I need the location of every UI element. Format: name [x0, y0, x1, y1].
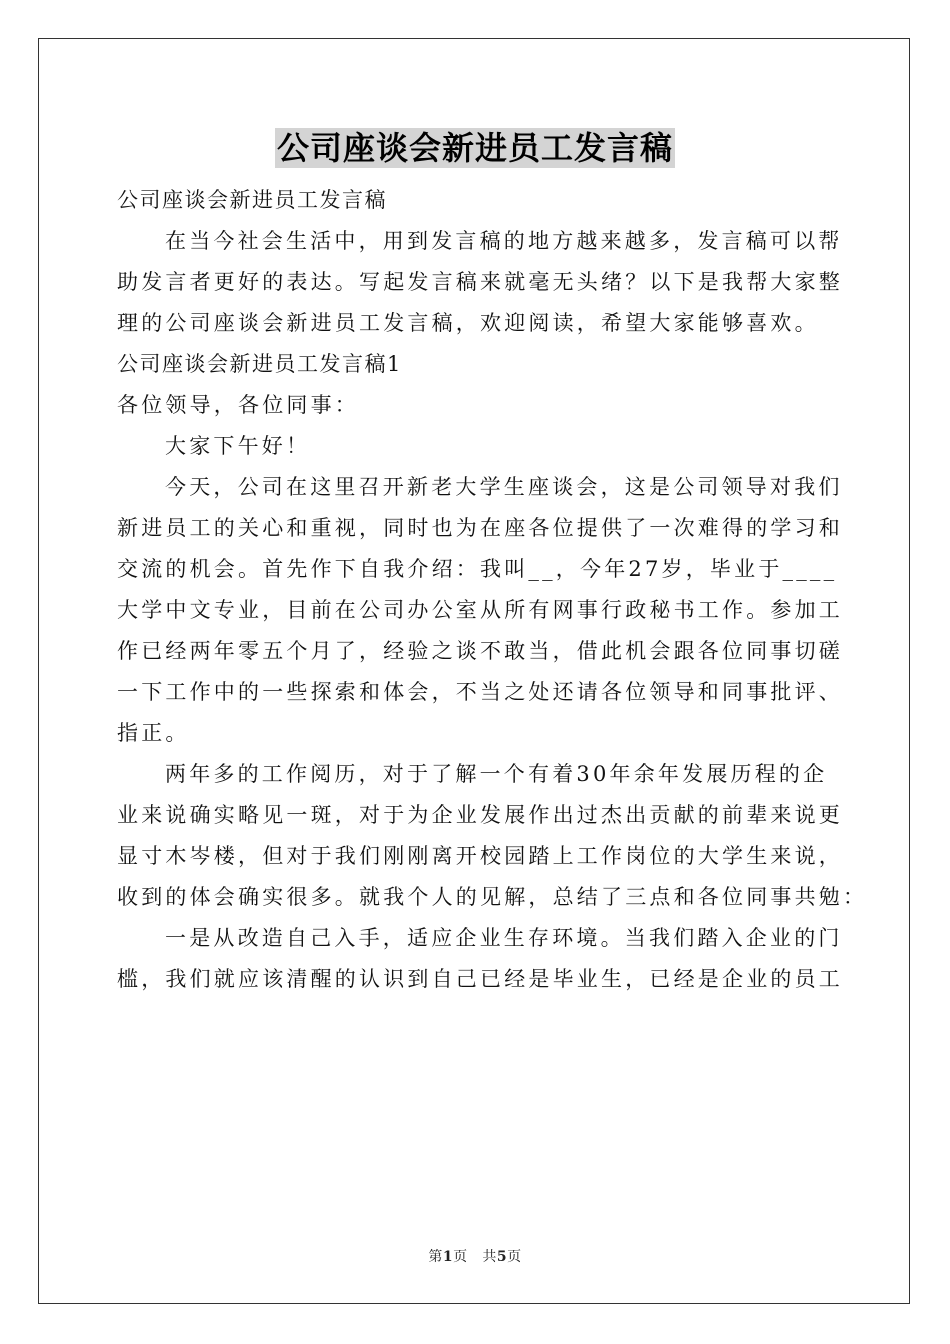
body-line: 作已经两年零五个月了，经验之谈不敢当，借此机会跟各位同事切磋	[117, 639, 843, 663]
body-line: 收到的体会确实很多。就我个人的见解，总结了三点和各位同事共勉：	[117, 885, 868, 909]
body-line: 两年多的工作阅历，对于了解一个有着30年余年发展历程的企	[165, 762, 828, 786]
body-line: 交流的机会。首先作下自我介绍：我叫__，今年27岁，毕业于____	[117, 557, 838, 581]
body-line: 一是从改造自己入手，适应企业生存环境。当我们踏入企业的门	[165, 926, 843, 950]
total-pages: 5	[496, 1249, 508, 1265]
body-line: 各位领导，各位同事：	[117, 393, 359, 417]
body-line: 理的公司座谈会新进员工发言稿，欢迎阅读，希望大家能够喜欢。	[117, 311, 819, 335]
total-prefix: 共	[482, 1249, 497, 1265]
page-footer	[0, 1248, 950, 1266]
body-line: 公司座谈会新进员工发言稿	[117, 188, 387, 212]
page-suffix: 页	[453, 1249, 468, 1265]
body-line: 公司座谈会新进员工发言稿1	[117, 352, 402, 376]
body-line: 业来说确实略见一斑，对于为企业发展作出过杰出贡献的前辈来说更	[117, 803, 843, 827]
body-line: 今天，公司在这里召开新老大学生座谈会，这是公司领导对我们	[165, 475, 843, 499]
title-container	[0, 128, 950, 168]
body-line: 指正。	[117, 721, 190, 745]
document-title: 公司座谈会新进员工发言稿	[276, 129, 673, 167]
page-prefix: 第	[428, 1249, 443, 1265]
body-line: 大学中文专业，目前在公司办公室从所有网事行政秘书工作。参加工	[117, 598, 843, 622]
total-suffix: 页	[507, 1249, 522, 1265]
body-line: 槛，我们就应该清醒的认识到自己已经是毕业生，已经是企业的员工	[117, 967, 843, 991]
body-line: 助发言者更好的表达。写起发言稿来就毫无头绪？以下是我帮大家整	[117, 270, 843, 294]
body-line: 大家下午好！	[165, 434, 311, 458]
body-line: 新进员工的关心和重视，同时也为在座各位提供了一次难得的学习和	[117, 516, 843, 540]
body-line: 一下工作中的一些探索和体会，不当之处还请各位领导和同事批评、	[117, 680, 843, 704]
document-body	[117, 180, 868, 1000]
body-line: 显寸木岑楼，但对于我们刚刚离开校园踏上工作岗位的大学生来说，	[117, 844, 843, 868]
body-line: 在当今社会生活中，用到发言稿的地方越来越多，发言稿可以帮	[165, 229, 843, 253]
page-number: 1	[442, 1249, 454, 1265]
